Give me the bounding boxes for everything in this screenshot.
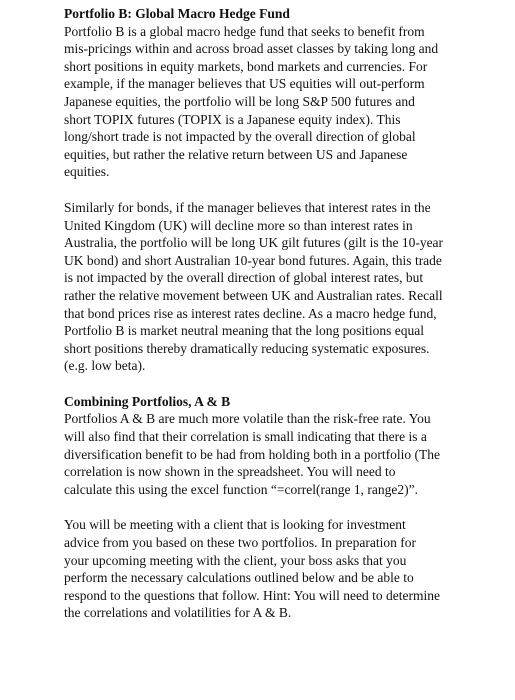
paragraph-gap: [64, 498, 515, 516]
paragraph-gap: [64, 375, 515, 393]
paragraph-gap: [64, 181, 515, 199]
portfolio-b-block: [64, 5, 444, 181]
combining-block: [64, 393, 444, 499]
combining-paragraph-2: You will be meeting with a client that is looking for investment advice from you based on these two portfolios. In preparation for your upcoming meeting with the client, your boss asks that you perform the necessary calculations outlined below and be able to respond to the questions that follow. Hint: You will need to determine the correlations and volatilities for A & B.: [64, 517, 440, 621]
portfolio-b-paragraph-1: Portfolio B is a global macro hedge fund that seeks to benefit from mis-pricings within and across broad asset classes by taking long and short positions in equity markets, bond markets and currencies. For example, if the manager believes that US equities will out-perform Japanese equities, the portfolio will be long S&P 500 futures and short TOPIX futures (TOPIX is a Japanese equity index). This long/short trade is not impacted by the overall direction of global equities, but rather the relative return between US and Japanese equities.: [64, 23, 439, 180]
portfolio-b-paragraph-2: Similarly for bonds, if the manager believes that interest rates in the United Kingdom (UK) will decline more so than interest rates in Australia, the portfolio will be long UK gilt futures (gilt is the 10-year UK bond) and short Australian 10-year bond futures. Again, this trade is not impacted by the overall direction of global interest rates, but rather the relative movement between UK and Australian rates. Recall that bond prices rise as interest rates decline. As a macro hedge fund, Portfolio B is market neutral meaning that the long positions equal short positions thereby dramatically reducing systematic exposures. (e.g. low beta).: [64, 199, 444, 374]
portfolio-b-heading: Portfolio B: Global Macro Hedge Fund: [64, 6, 290, 21]
combining-paragraph-1: Portfolios A & B are much more volatile than the risk-free rate. You will also find that their correlation is small indicating that there is a diversification benefit to be had from holding both in a portfolio (The correlation is now shown in the spreadsheet. You will need to calculate this using the excel function “=correl(range 1, range2)”.: [64, 411, 441, 497]
combining-heading: Combining Portfolios, A & B: [64, 393, 231, 409]
